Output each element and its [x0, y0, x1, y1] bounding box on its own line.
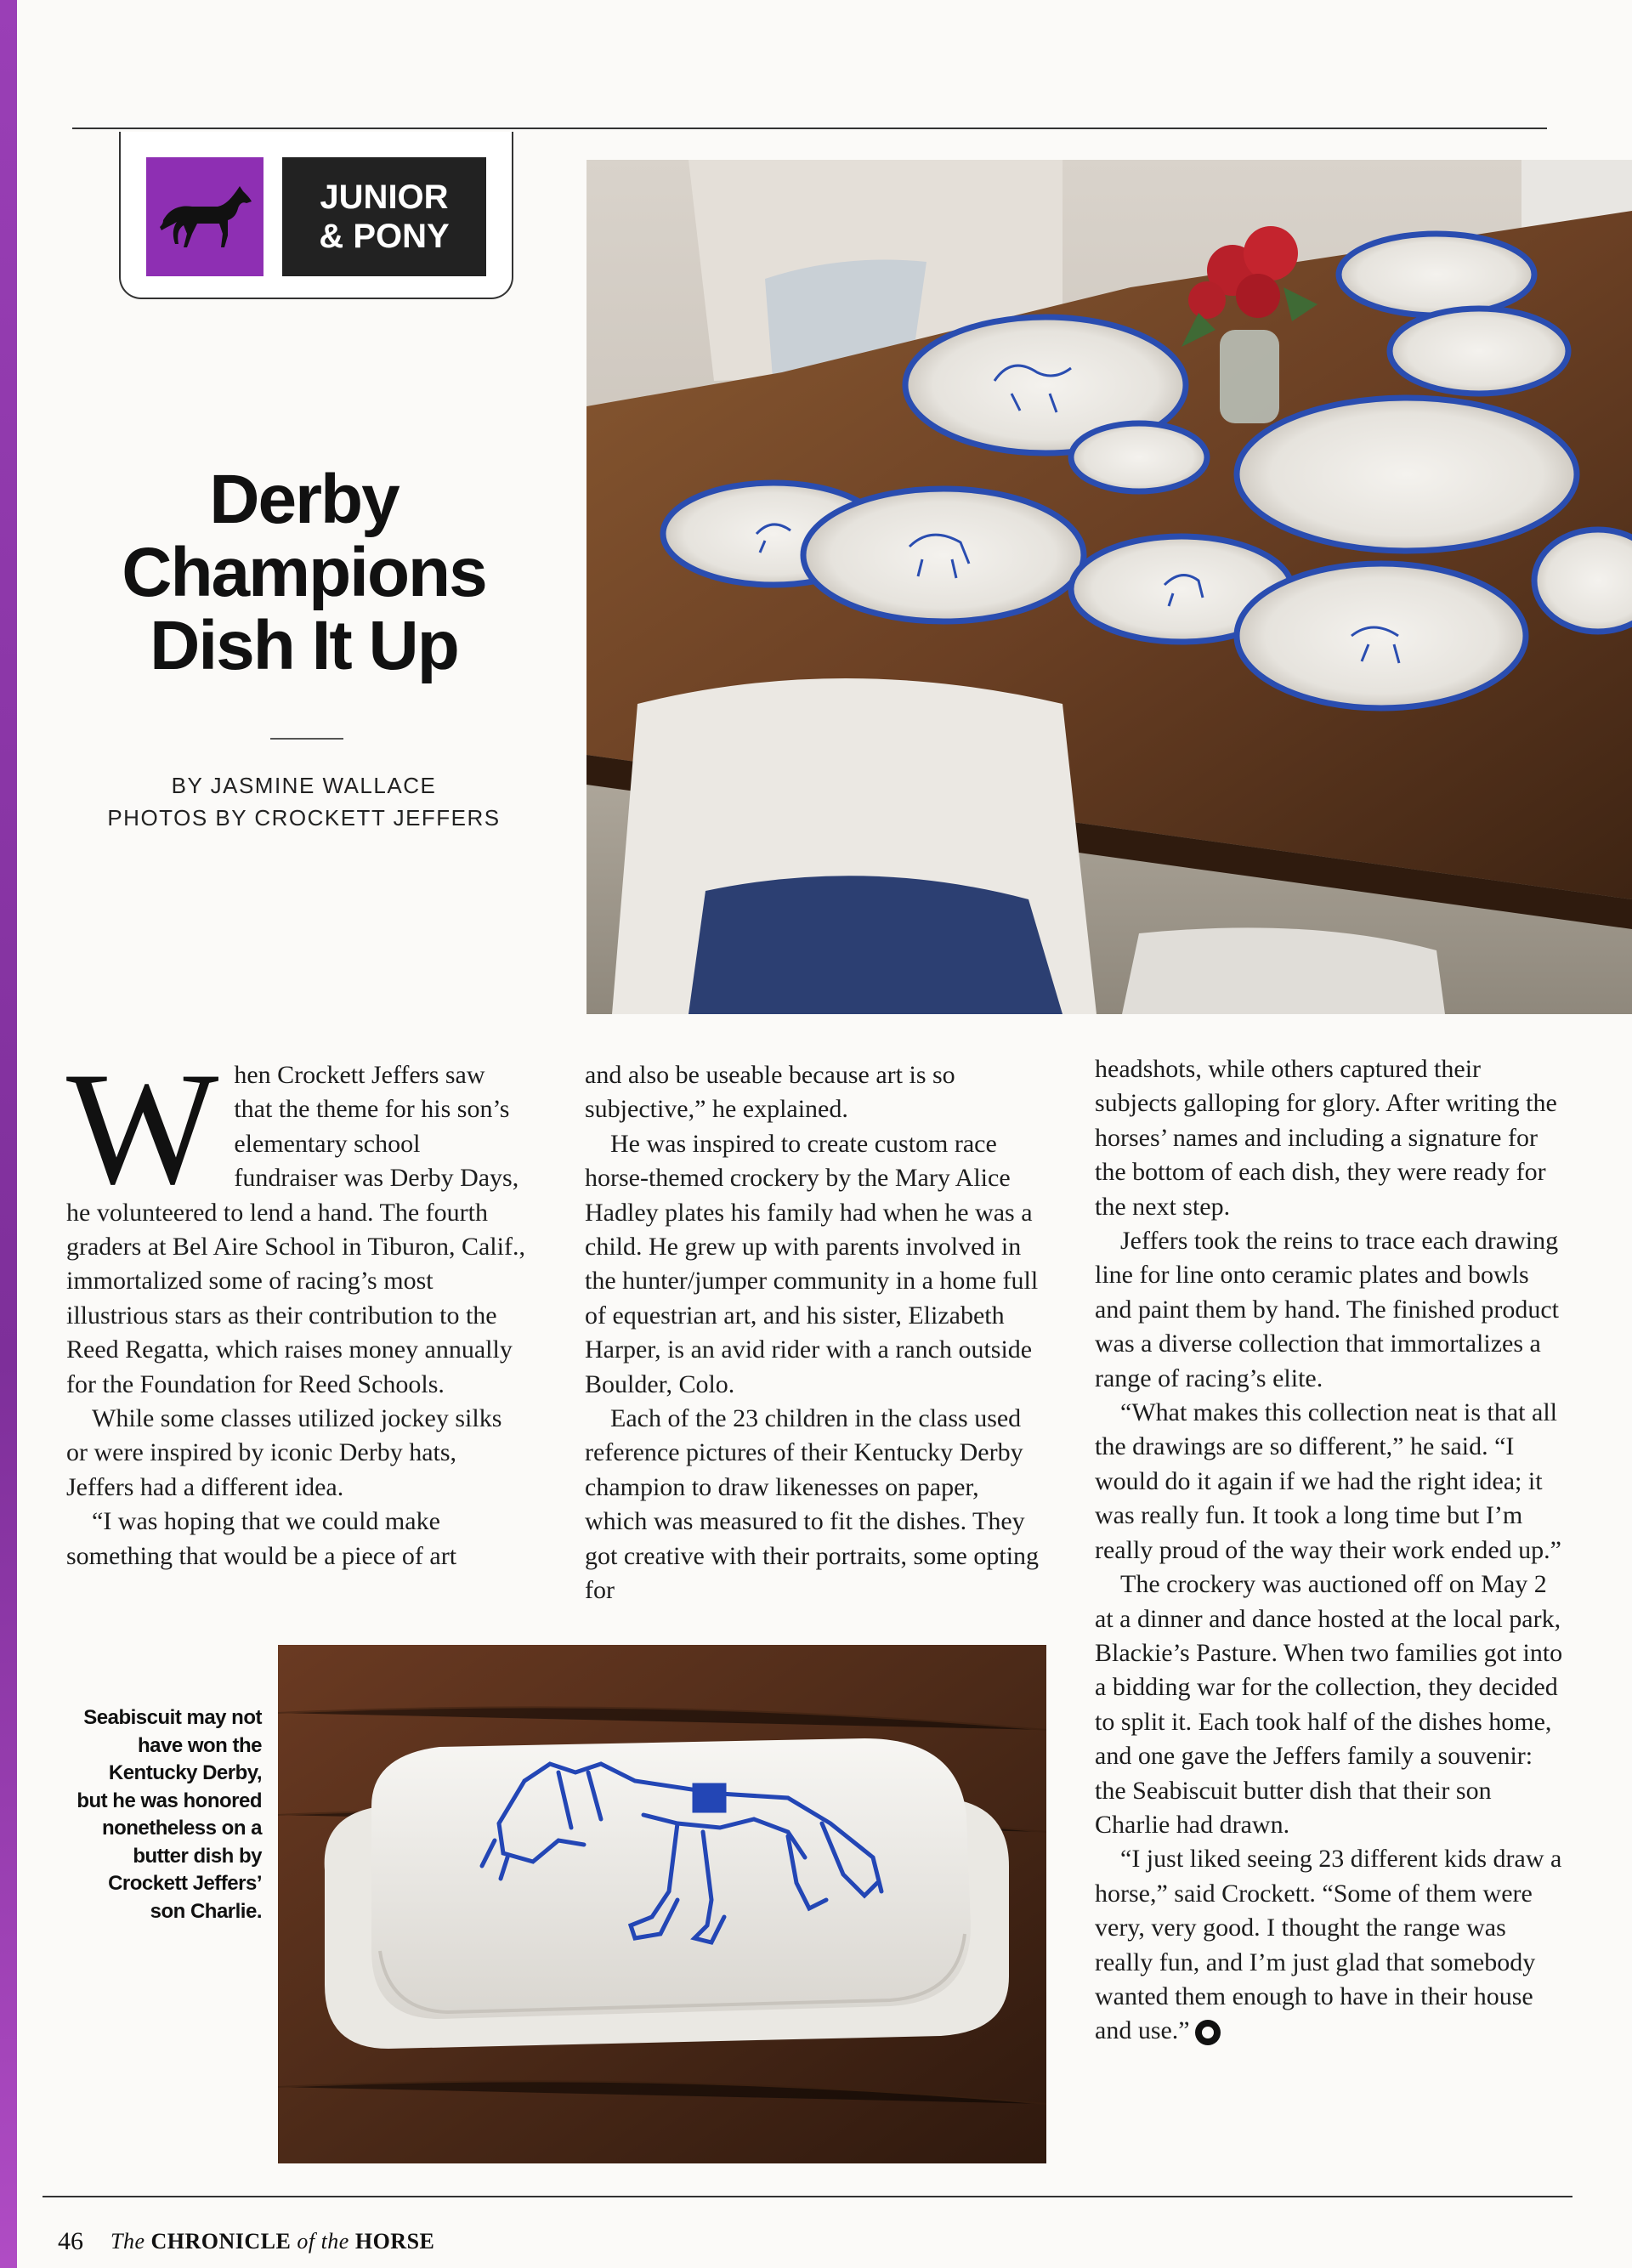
section-badge	[119, 132, 513, 299]
end-mark-icon	[1195, 2020, 1221, 2045]
section-label-line1: JUNIOR	[320, 179, 449, 216]
bottom-rule	[42, 2196, 1572, 2197]
photo-caption: Seabiscuit may not have won the Kentucky Derby, but he was honored nonetheless on a butter dish by Crockett Jeffers’ son Charlie.	[76, 1706, 262, 1923]
paragraph-3-continued: and also be useable because art is so subjective,” he explained.	[585, 1061, 955, 1124]
body-column-2	[585, 1058, 1044, 1608]
body-column-3	[1095, 1052, 1567, 2049]
paragraph-6: Jeffers took the reins to trace each drawing line for line onto ceramic plates and bowls and paint them by hand. The finished product was a diverse collection that immortalizes a range of racing’s elite.	[1095, 1227, 1559, 1392]
page-number: 46	[58, 2227, 83, 2255]
headline	[60, 463, 548, 683]
paragraph-9	[1095, 1842, 1567, 2048]
section-label	[282, 157, 486, 276]
horse-icon	[146, 157, 264, 276]
headline-line-2: Champions	[122, 534, 486, 611]
drop-cap: W	[66, 1040, 219, 1218]
paragraph-1	[66, 1040, 525, 1402]
section-label-line2: & PONY	[319, 218, 450, 255]
byline	[60, 769, 548, 834]
page-edge-strip	[0, 0, 17, 2268]
magazine-name-horse: HORSE	[354, 2229, 435, 2254]
headline-rule	[270, 738, 343, 740]
magazine-the: The	[110, 2229, 145, 2254]
byline-author: BY JASMINE WALLACE	[171, 773, 437, 798]
top-rule	[72, 128, 1547, 129]
paragraph-2: While some classes utilized jockey silks or were inspired by iconic Derby hats, Jeffers had a different idea.	[66, 1404, 502, 1501]
magazine-name	[110, 2229, 434, 2254]
paragraph-7: “What makes this collection neat is that all the drawings are so different,” he said. “I would do it again if we had the right idea; it was really fun. It took a long time but I’m really proud of the way their work ended up.”	[1095, 1398, 1561, 1564]
paragraph-5: Each of the 23 children in the class used reference pictures of their Kentucky Derby champion to draw likenesses on paper, which was measured to fit the dishes. They got creative with their portraits, some opting for	[585, 1404, 1040, 1605]
byline-photos: PHOTOS BY CROCKETT JEFFERS	[107, 805, 501, 831]
magazine-of-the: of the	[297, 2229, 349, 2254]
paragraph-3: “I was hoping that we could make something that would be a piece of art	[66, 1507, 457, 1570]
paragraph-9-text: “I just liked seeing 23 different kids draw a horse,” said Crockett. “Some of them were very, very good. I thought the range was really fun, and I’m just glad that somebody wanted them enough to have in their house and use.”	[1095, 1845, 1562, 2045]
photo-butter-dish	[278, 1645, 1046, 2163]
paragraph-1-text: hen Crockett Jeffers saw that the theme for his son’s elementary school fundraiser was Derby Days, he volunteered to lend a hand. The fourth graders at Bel Aire School in Tiburon, Calif., immortalized some of racing’s most illustrious stars as their contribution to the Reed Regatta, which raises money annually for the Foundation for Reed Schools.	[66, 1061, 525, 1398]
magazine-name-chronicle: CHRONICLE	[150, 2229, 292, 2254]
headline-line-3: Dish It Up	[150, 607, 458, 684]
paragraph-5-continued: headshots, while others captured their subjects galloping for glory. After writing the horses’ names and including a signature for the bottom of each dish, they were ready for the next step.	[1095, 1055, 1557, 1221]
body-column-1	[66, 1040, 525, 1573]
headline-line-1: Derby	[209, 461, 399, 538]
paragraph-8: The crockery was auctioned off on May 2 at a dinner and dance hosted at the local park, Blackie’s Pasture. When two families got into a bidding war for the collection, they decided to split it. Each took half of the dishes home, and one gave the Jeffers family a souvenir: the Seabiscuit butter dish that their son Charlie had drawn.	[1095, 1570, 1563, 1839]
paragraph-4: He was inspired to create custom race horse-themed crockery by the Mary Alice Hadley plates his family had when he was a child. He grew up with parents involved in the hunter/jumper community in a home full of equestrian art, and his sister, Elizabeth Harper, is an avid rider with a ranch outside Boulder, Colo.	[585, 1129, 1039, 1398]
photo-table-with-dishes	[586, 160, 1632, 1014]
